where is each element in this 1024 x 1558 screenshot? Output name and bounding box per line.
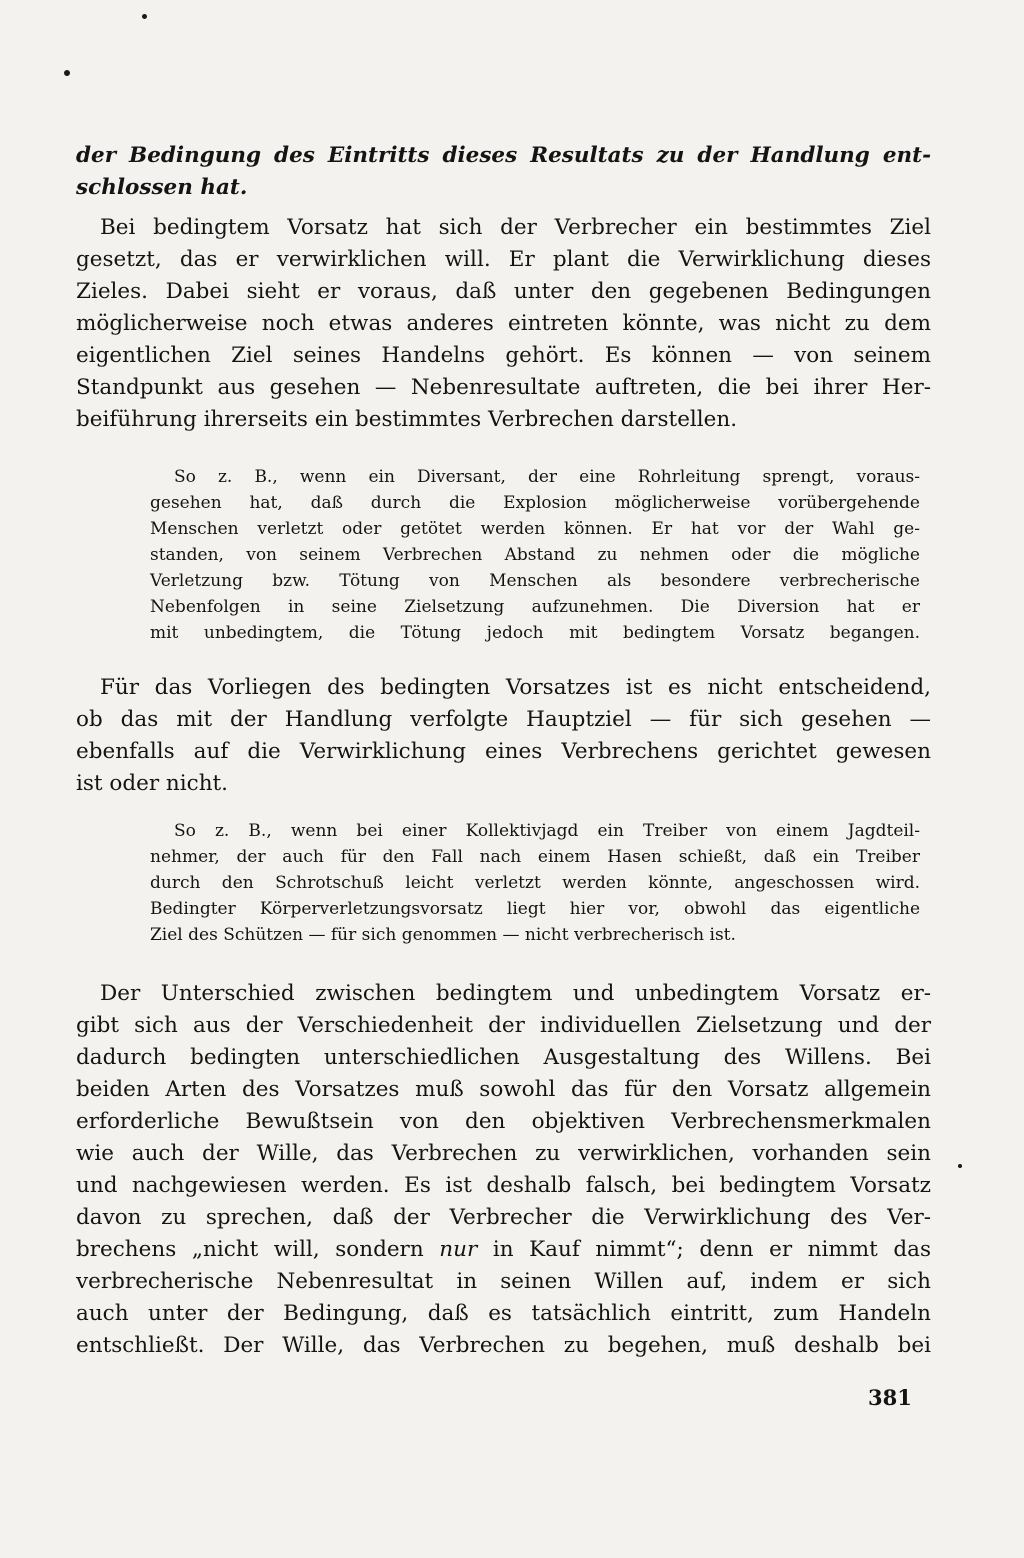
paragraph-line: erforderliche Bewußtsein von den objektiven Verbrechensmerkmalen: [76, 1109, 931, 1134]
example-line: Bedingter Körperverletzungsvorsatz liegt hier vor, obwohl das eigentliche: [150, 899, 920, 919]
paragraph-line: Für das Vorliegen des bedingten Vorsatzes ist es nicht entscheidend,: [100, 675, 931, 700]
paragraph-line: Der Unterschied zwischen bedingtem und unbedingtem Vorsatz er-: [100, 981, 931, 1006]
example-line: Ziel des Schützen — für sich genommen — nicht verbrecherisch ist.: [150, 925, 736, 945]
intro-line-1: der Bedingung des Eintritts dieses Resultats zu der Handlung ent-: [76, 143, 931, 168]
paragraph-3: [76, 978, 931, 1362]
page-number: 381: [868, 1385, 912, 1410]
paragraph-line: davon zu sprechen, daß der Verbrecher die Verwirklichung des Ver-: [76, 1205, 931, 1230]
example-block-1: [150, 464, 920, 646]
paragraph-line: eigentlichen Ziel seines Handelns gehört. Es können — von seinem: [76, 343, 931, 368]
example-line: Verletzung bzw. Tötung von Menschen als besondere verbrecherische: [150, 571, 920, 591]
example-line: So z. B., wenn bei einer Kollektivjagd ein Treiber von einem Jagdteil-: [174, 821, 920, 841]
example-line: So z. B., wenn ein Diversant, der eine Rohrleitung sprengt, voraus-: [174, 467, 920, 487]
text-run: brechens „nicht will, sondern: [76, 1237, 440, 1262]
example-line: Nebenfolgen in seine Zielsetzung aufzunehmen. Die Diversion hat er: [150, 597, 920, 617]
paragraph-line: Standpunkt aus gesehen — Nebenresultate auftreten, die bei ihrer Her-: [76, 375, 931, 400]
paragraph-line: auch unter der Bedingung, daß es tatsächlich eintritt, zum Handeln: [76, 1301, 931, 1326]
paragraph-line: dadurch bedingten unterschiedlichen Ausgestaltung des Willens. Bei: [76, 1045, 931, 1070]
paragraph-line: beiführung ihrerseits ein bestimmtes Verbrechen darstellen.: [76, 407, 738, 432]
paragraph-line-emphasis: [76, 1234, 931, 1266]
paragraph-line: Zieles. Dabei sieht er voraus, daß unter den gegebenen Bedingungen: [76, 279, 931, 304]
example-line: nehmer, der auch für den Fall nach einem Hasen schießt, daß ein Treiber: [150, 847, 920, 867]
emphasis-nur: nur: [439, 1237, 478, 1262]
scan-speck: [958, 1164, 962, 1168]
paragraph-2: [76, 672, 931, 800]
paragraph-line: verbrecherische Nebenresultat in seinen Willen auf, indem er sich: [76, 1269, 931, 1294]
scan-speck: [64, 70, 70, 76]
paragraph-1: [76, 212, 931, 436]
example-line: gesehen hat, daß durch die Explosion möglicherweise vorübergehende: [150, 493, 920, 513]
paragraph-line: und nachgewiesen werden. Es ist deshalb falsch, bei bedingtem Vorsatz: [76, 1173, 931, 1198]
example-line: mit unbedingtem, die Tötung jedoch mit bedingtem Vorsatz begangen.: [150, 623, 920, 643]
paragraph-line: beiden Arten des Vorsatzes muß sowohl das für den Vorsatz allgemein: [76, 1077, 931, 1102]
example-line: Menschen verletzt oder getötet werden können. Er hat vor der Wahl ge-: [150, 519, 920, 539]
paragraph-line: möglicherweise noch etwas anderes eintreten könnte, was nicht zu dem: [76, 311, 931, 336]
paragraph-line: gesetzt, das er verwirklichen will. Er plant die Verwirklichung dieses: [76, 247, 931, 272]
example-line: standen, von seinem Verbrechen Abstand zu nehmen oder die mögliche: [150, 545, 920, 565]
intro-block: [76, 140, 931, 204]
paragraph-line: ist oder nicht.: [76, 771, 229, 796]
paragraph-line: entschließt. Der Wille, das Verbrechen zu begehen, muß deshalb bei: [76, 1333, 931, 1358]
paragraph-line: wie auch der Wille, das Verbrechen zu verwirklichen, vorhanden sein: [76, 1141, 931, 1166]
paragraph-line: gibt sich aus der Verschiedenheit der individuellen Zielsetzung und der: [76, 1013, 931, 1038]
paragraph-line: Bei bedingtem Vorsatz hat sich der Verbrecher ein bestimmtes Ziel: [100, 215, 931, 240]
text-run: in Kauf nimmt“; denn er nimmt das: [477, 1237, 931, 1262]
intro-line-2: schlossen hat.: [76, 175, 248, 200]
example-line: durch den Schrotschuß leicht verletzt werden könnte, angeschossen wird.: [150, 873, 920, 893]
paragraph-line: ob das mit der Handlung verfolgte Hauptziel — für sich gesehen —: [76, 707, 931, 732]
example-block-2: [150, 818, 920, 948]
paragraph-line: ebenfalls auf die Verwirklichung eines Verbrechens gerichtet gewesen: [76, 739, 931, 764]
scan-speck: [142, 14, 147, 19]
